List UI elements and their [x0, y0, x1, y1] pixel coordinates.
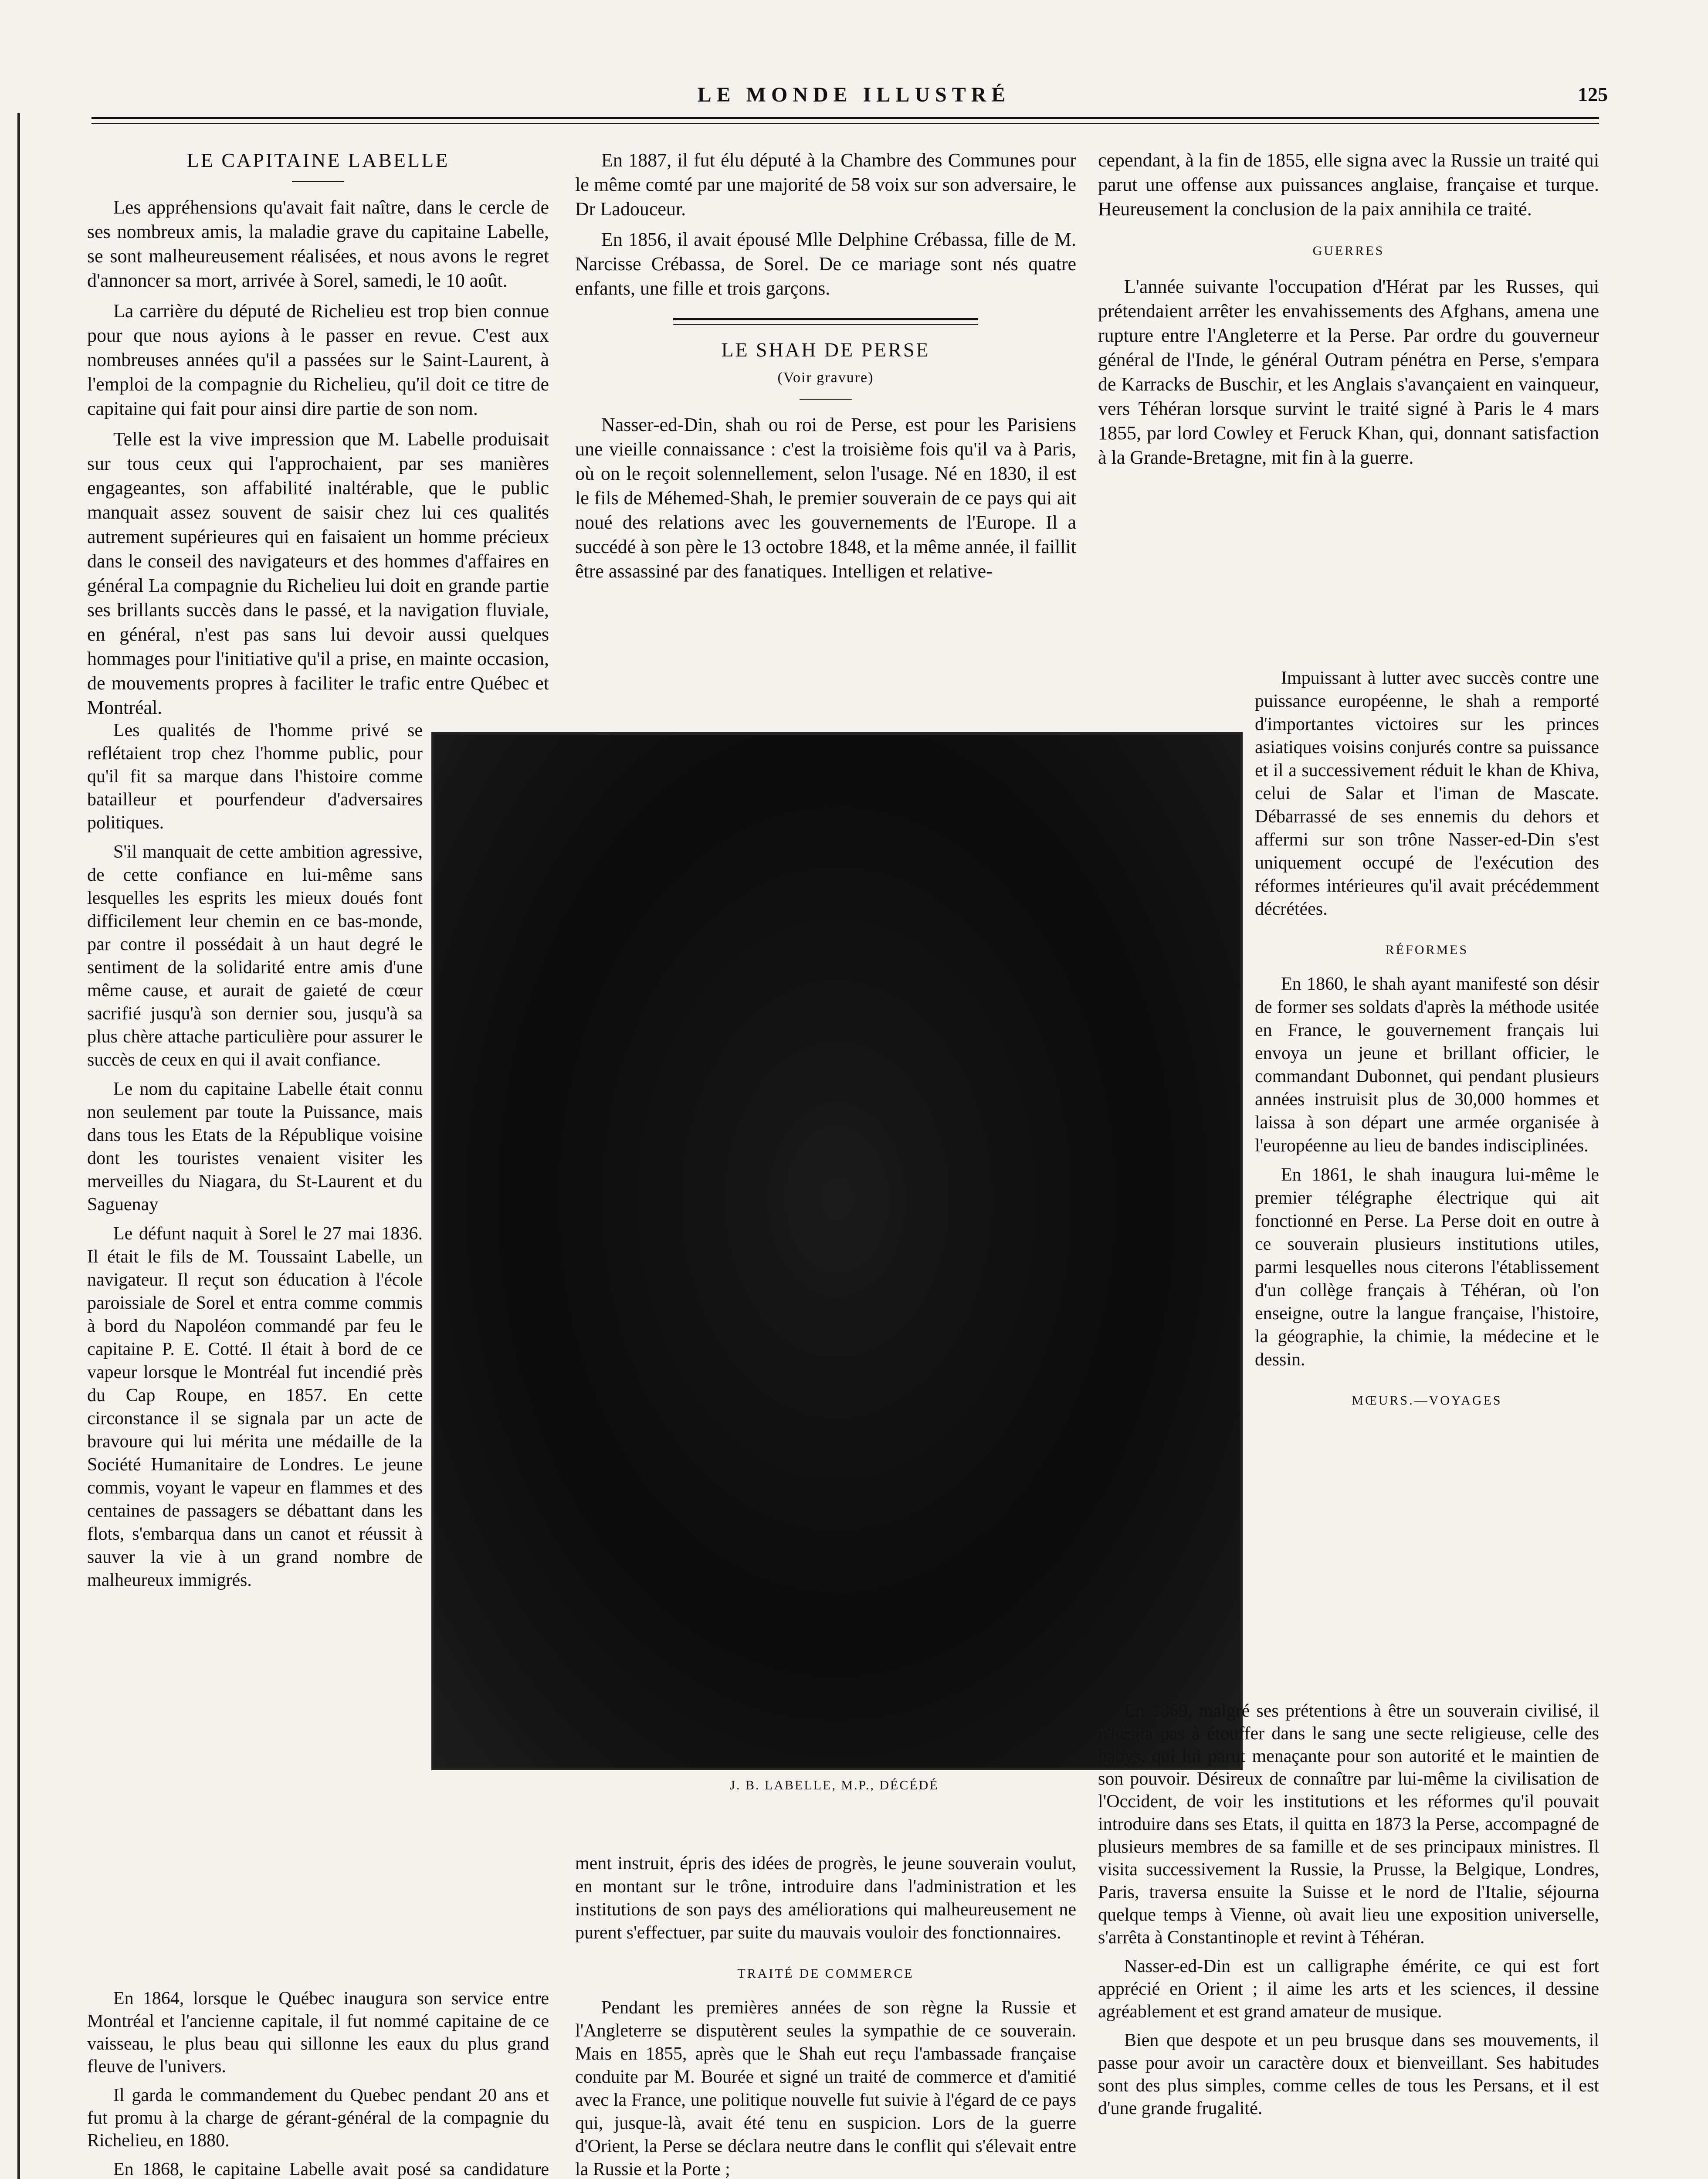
photo-caption: J. B. LABELLE, M.P., DÉCÉDÉ [730, 1778, 939, 1792]
title-rule [800, 399, 852, 400]
column-middle-bottom [575, 1852, 1076, 2179]
article-paragraph: En 1864, lorsque le Québec inaugura son service entre Montréal et l'ancienne capitale, il fut nommé capitaine de ce vaisseau, le plus beau qui sillonne les eaux du plus grand fleuve de l'univers. [87, 1989, 549, 2077]
article-paragraph: En 1861, le shah inaugura lui-même le premier télégraphe électrique qui ait fonctionné en Perse. La Perse doit en outre à ce souverain plusieurs institutions utiles, parmi lesquelles nous citerons l'établissement d'un collège français à Téhéran, où l'on enseigne, outre la langue française, l'histoire, la géographie, la chimie, la médecine et le dessin. [1255, 1165, 1599, 1370]
portrait-photo [431, 732, 1243, 1770]
header-rule-thin [92, 123, 1599, 124]
article-paragraph: Le nom du capitaine Labelle était connu non seulement par toute la Puissance, mais dans tous les Etats de la République voisine dont les touristes venaient visiter les merveilles du Niagara, du St-Laurent et du Saguenay [87, 1079, 423, 1215]
article-paragraph: Il garda le commandement du Quebec pendant 20 ans et fut promu à la charge de gérant-général de la compagnie du Richelieu, en 1880. [87, 2085, 549, 2151]
article-paragraph: Les appréhensions qu'avait fait naître, dans le cercle de ses nombreux amis, la maladie grave du capitaine Labelle, se sont malheureusement réalisées, et nous avons le regret d'annoncer sa mort, arrivée à Sorel, samedi, le 10 août. [87, 197, 549, 291]
section-heading-reformes: RÉFORMES [1385, 943, 1469, 957]
article-title-labelle: LE CAPITAINE LABELLE [186, 149, 450, 171]
article-paragraph: S'il manquait de cette ambition agressive, de cette confiance en lui-même sans lesquelles les esprits les mieux doués font difficilement leur chemin en ce bas-monde, par contre il possédait à un haut degré le sentiment de la solidarité entre amis d'une même cause, et aurait de gaieté de cœur sacrifié jusqu'à son dernier sou, jusqu'à sa plus chère attache particulière pour assurer le succès de ceux en qui il avait confiance. [87, 842, 423, 1070]
column-right-bottom [1098, 1700, 1599, 2126]
article-paragraph: En 1856, il avait épousé Mlle Delphine Crébassa, fille de M. Narcisse Crébassa, de Sorel. De ce mariage sont nés quatre enfants, une fille et trois garçons. [575, 229, 1076, 299]
article-paragraph: L'année suivante l'occupation d'Hérat par les Russes, qui prétendaient arrêter les envahissements des Afghans, amena une rupture entre l'Angleterre et la Perse. Par ordre du gouverneur général de l'Inde, le général Outram pénétra en Perse, s'empara de Karracks de Buschir, et les Anglais s'avançaient en vainqueur, vers Téhéran lorsque survint le traité signé à Paris le 4 mars 1855, par lord Cowley et Feruck Khan, qui, donnant satisfaction à la Grande-Bretagne, mit fin à la guerre. [1098, 276, 1599, 468]
article-paragraph: Bien que despote et un peu brusque dans ses mouvements, il passe pour avoir un caractère doux et bienveillant. Ses habitudes sont des plus simples, comme celles de tous les Persans, et il est d'une grande frugalité. [1098, 2030, 1599, 2118]
article-paragraph: Impuissant à lutter avec succès contre une puissance européenne, le shah a remporté d'importantes victoires sur les princes asiatiques voisins conjurés contre sa puissance et il a successivement réduit le khan de Khiva, celui de Salar et l'iman de Mascate. Débarrassé de ses ennemis du dehors et affermi sur son trône Nasser-ed-Din s'est uniquement occupé de l'exécution des réformes intérieures qu'il avait précédemment décrétées. [1255, 668, 1599, 919]
title-rule [292, 181, 344, 182]
article-paragraph: En 1869, malgré ses prétentions à être un souverain civilisé, il n'hésita pas à étouffer dans le sang une secte religieuse, celle des babys, qui lui parut menaçante pour son autorité et le maintien de son pouvoir. Désireux de connaître par lui-même la civilisation de l'Occident, de voir les institutions et les réformes qu'il pouvait introduire dans ses Etats, il quitta en 1873 la Perse, accompagné de plusieurs membres de sa famille et de ses principaux ministres. Il visita successivement la Russie, la Prusse, la Belgique, Londres, Paris, traversa ensuite la Suisse et le nord de l'Italie, séjourna quelque temps à Vienne, où avait lieu une exposition universelle, s'arrêta à Constantinople et revint à Téhéran. [1098, 1701, 1599, 1948]
article-paragraph: En 1868, le capitaine Labelle avait posé sa candidature [113, 2159, 549, 2179]
article-paragraph: Le défunt naquit à Sorel le 27 mai 1836. Il était le fils de M. Toussaint Labelle, un navigateur. Il reçut son éducation à l'école paroissiale de Sorel et entra comme commis à bord du Napoléon commandé par feu le capitaine P. E. Cotté. Il était à bord de ce vapeur lorsque le Montréal fut incendié près du Cap Roupe, en 1857. En cette circonstance il se signala par un acte de bravoure qui lui mérita une médaille de la Société Humanitaire de Londres. Le jeune commis, voyant le vapeur en flammes et des centaines de passagers se débattant dans les flots, s'embarqua dans un canot et réussit à sauver la vie à un grand nombre de malheureux immigrés. [87, 1224, 423, 1590]
column-right-top [1098, 148, 1599, 476]
article-paragraph: Nasser-ed-Din est un calligraphe émérite, ce qui est fort apprécié en Orient ; il aime les arts et les sciences, il dessine agréablement et est grand amateur de musique. [1098, 1956, 1599, 2022]
article-paragraph: Les qualités de l'homme privé se reflétaient trop chez l'homme public, pour qu'il fit sa marque dans l'histoire comme batailleur et pourfendeur d'adversaires politiques. [87, 720, 423, 833]
column-left [87, 148, 549, 726]
article-subtitle: (Voir gravure) [777, 370, 874, 386]
column-middle-top [575, 148, 1076, 590]
article-separator [673, 318, 978, 325]
section-heading-moeurs: MŒURS.—VOYAGES [1352, 1393, 1502, 1408]
article-paragraph: En 1887, il fut élu député à la Chambre des Communes pour le même comté par une majorité de 58 voix sur son adversaire, le Dr Ladouceur. [575, 149, 1076, 220]
article-title-shah: LE SHAH DE PERSE [721, 339, 930, 361]
article-paragraph: cependant, à la fin de 1855, elle signa avec la Russie un traité qui parut une offense aux puissances anglaise, française et turque. Heureusement la conclusion de la paix annihila ce traité. [1098, 149, 1599, 220]
masthead [87, 83, 1621, 113]
article-paragraph: Telle est la vive impression que M. Labelle produisait sur tous ceux qui l'approchaient, par ses manières engageantes, son affabilité inaltérable, que le public manquait assez souvent de saisir chez lui ces qualités autrement supérieures qui en faisaient un homme précieux dans le conseil des navigateurs et des hommes d'affaires en général La compagnie du Richelieu lui doit en grande partie ses brillants succès dans le passé, et la navigation fluviale, en général, n'est pas sans lui devoir aussi quelques hommages pour l'initiative qu'il a prise, en mainte occasion, de mouvements propres à faciliter le trafic entre Québec et Montréal. [87, 428, 549, 718]
section-heading-commerce: TRAITÉ DE COMMERCE [737, 1966, 914, 1981]
column-right-narrow [1255, 667, 1599, 1423]
article-paragraph: La carrière du député de Richelieu est trop bien connue pour que nous ayions à le passer en revue. C'est aux nombreuses années qu'il a passées sur le Saint-Laurent, à l'emploi de la compagnie du Richelieu, qu'il doit ce titre de capitaine qui fait pour ainsi dire partie de son nom. [87, 300, 549, 419]
header-rule [92, 117, 1599, 119]
section-heading-guerres: GUERRES [1312, 244, 1385, 258]
article-paragraph: En 1860, le shah ayant manifesté son désir de former ses soldats d'après la méthode usitée en France, le gouvernement français lui envoya un jeune et brillant officier, le commandant Dubonnet, qui pendant plusieurs années instruisit plus de 30,000 hommes et laissa à son départ une armée organisée à l'européenne au lieu de bandes indisciplinées. [1255, 974, 1599, 1156]
article-paragraph: Pendant les premières années de son règne la Russie et l'Angleterre se disputèrent seules la sympathie de ce souverain. Mais en 1855, après que le Shah eut reçu l'ambassade française conduite par M. Bourée et signé un traité de commerce et d'amitié avec la France, une politique nouvelle fut suivie à l'égard de ce pays qui, jusque-là, avait été tenu en suspicion. Lors de la guerre d'Orient, la Perse se déclara neutre dans le conflit qui s'élevait entre la Russie et la Porte ; [575, 1998, 1076, 2179]
article-paragraph: Nasser-ed-Din, shah ou roi de Perse, est pour les Parisiens une vieille connaissance : c'est la troisième fois qu'il va à Paris, où on le reçoit solennellement, selon l'usage. Né en 1830, il est le fils de Méhemed-Shah, le premier souverain de ce pays qui ait noué des relations avec les gouvernements de l'Europe. Il a succédé à son père le 13 octobre 1848, et la même année, il faillit être assassiné par des fanatiques. Intelligen et relative- [575, 414, 1076, 582]
column-left-bottom [87, 1987, 549, 2179]
column-left-narrow [87, 719, 423, 1598]
page-number: 125 [1578, 83, 1608, 105]
publication-title: LE MONDE ILLUSTRÉ [697, 83, 1011, 106]
article-paragraph: ment instruit, épris des idées de progrès, le jeune souverain voulut, en montant sur le trône, introduire dans l'administration et les institutions de son pays des améliorations qui malheureusement ne purent s'effectuer, par suite du mauvais vouloir des fonctionnaires. [575, 1853, 1076, 1943]
page-binding-edge [17, 113, 20, 2179]
